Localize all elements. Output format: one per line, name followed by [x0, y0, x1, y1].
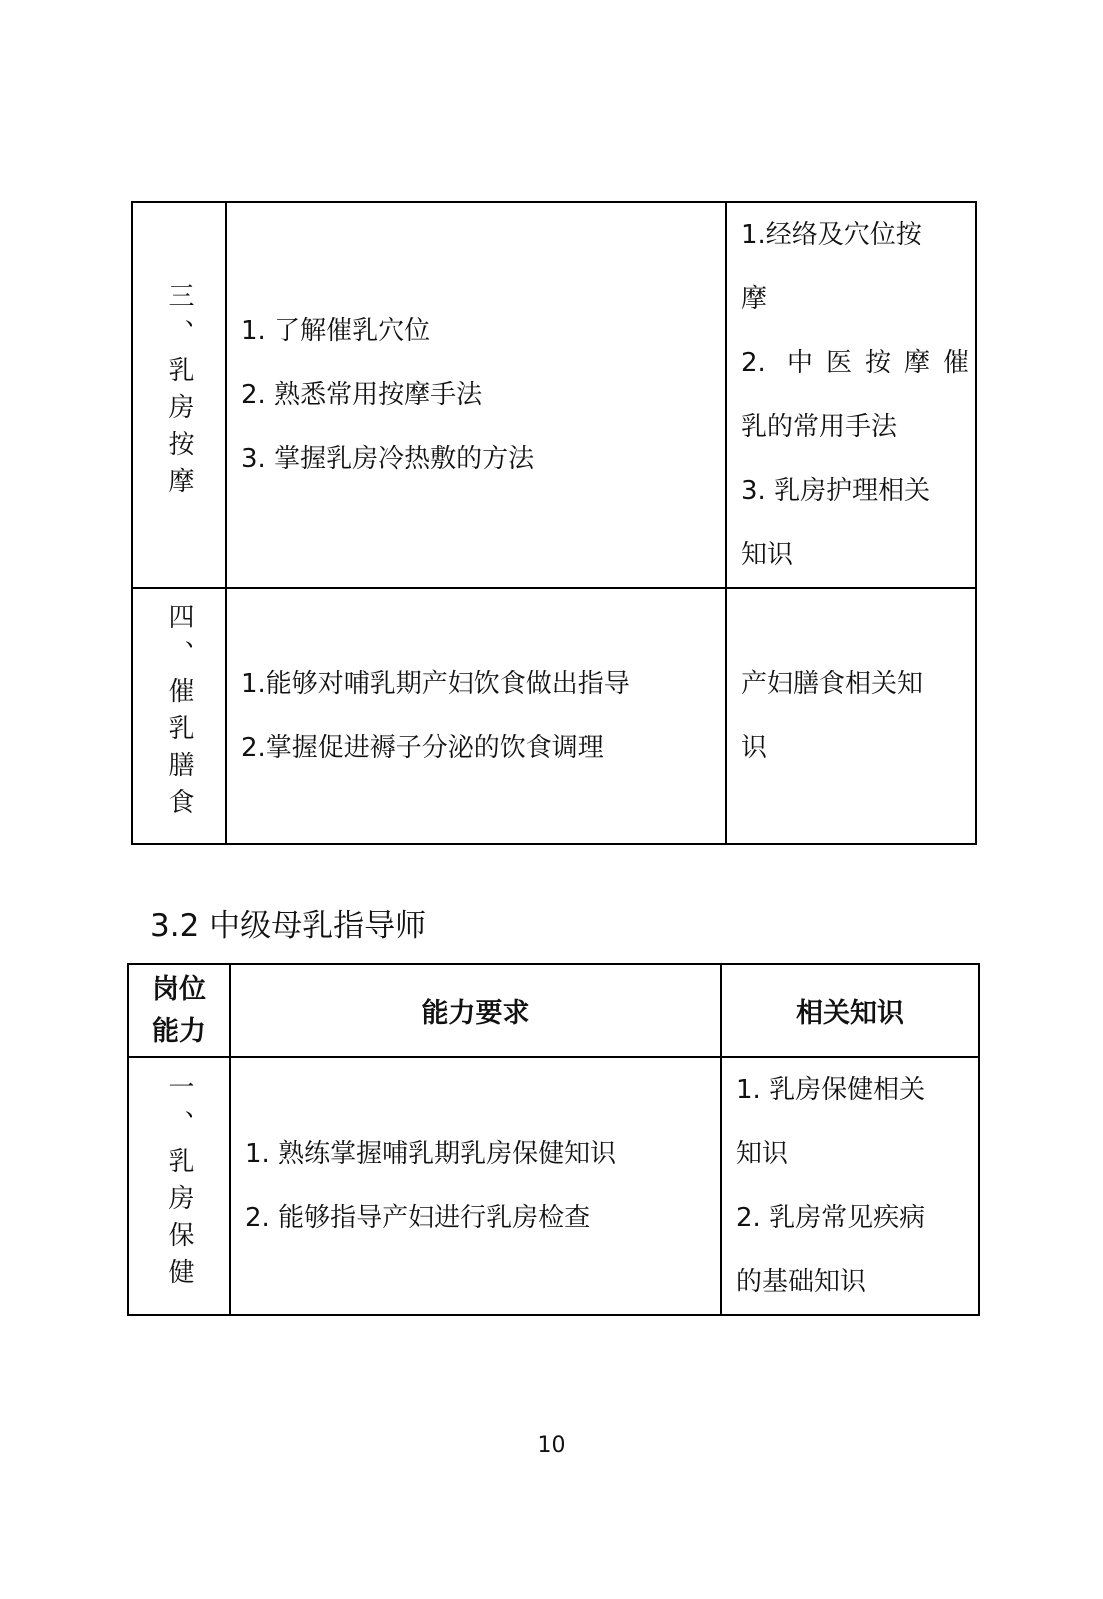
knowledge-cell	[721, 1057, 979, 1315]
stage-cell	[132, 588, 226, 844]
knowledge-line: 2. 乳房常见疾病	[736, 1203, 926, 1233]
knowledge-line: 摩	[741, 284, 768, 314]
header-ability-line: 能力	[152, 1015, 206, 1047]
requirements-cell	[230, 1057, 721, 1315]
knowledge-line: 知识	[736, 1139, 789, 1169]
knowledge-line: 1. 乳房保健相关	[736, 1075, 926, 1105]
knowledge-line: 产妇膳食相关知	[741, 669, 924, 699]
knowledge-line: 乳的常用手法	[741, 412, 898, 442]
requirements-cell	[226, 202, 726, 588]
stage-label: 四、催乳膳食	[164, 603, 194, 825]
knowledge-line: 的基础知识	[736, 1267, 867, 1297]
page-number: 10	[537, 1433, 566, 1458]
requirement-item: 2. 熟悉常用按摩手法	[241, 380, 483, 410]
knowledge-line: 3. 乳房护理相关	[741, 476, 931, 506]
table-row	[128, 1057, 979, 1315]
stage-cell	[132, 202, 226, 588]
table-header-row	[128, 964, 979, 1057]
header-post-line: 岗位	[152, 973, 206, 1005]
knowledge-line: 识	[741, 733, 768, 763]
knowledge-cell	[726, 588, 976, 844]
section-title: 3.2 中级母乳指导师	[150, 908, 427, 944]
table-row	[132, 588, 976, 844]
knowledge-cell	[726, 202, 976, 588]
stage-cell	[128, 1057, 230, 1315]
stage-label: 一、乳房保健	[164, 1073, 194, 1295]
header-requirements: 能力要求	[230, 964, 721, 1057]
knowledge-line: 知识	[741, 540, 794, 570]
knowledge-line: 1.经络及穴位按	[741, 220, 922, 250]
requirement-item: 1. 了解催乳穴位	[241, 316, 431, 346]
table-row	[132, 202, 976, 588]
header-post-ability	[128, 964, 230, 1057]
requirement-item: 2. 能够指导产妇进行乳房检查	[245, 1203, 591, 1233]
requirement-item: 2.掌握促进褥子分泌的饮食调理	[241, 733, 604, 763]
requirement-item: 3. 掌握乳房冷热敷的方法	[241, 444, 535, 474]
header-knowledge: 相关知识	[721, 964, 979, 1057]
stage-label: 三、乳房按摩	[164, 282, 194, 504]
knowledge-line: 2. 中医按摩催	[741, 348, 969, 378]
requirements-cell	[226, 588, 726, 844]
competency-table-intermediate	[127, 963, 980, 1316]
requirement-item: 1. 熟练掌握哺乳期乳房保健知识	[245, 1139, 617, 1169]
requirement-item: 1.能够对哺乳期产妇饮食做出指导	[241, 669, 630, 699]
competency-table-basic	[131, 201, 977, 845]
